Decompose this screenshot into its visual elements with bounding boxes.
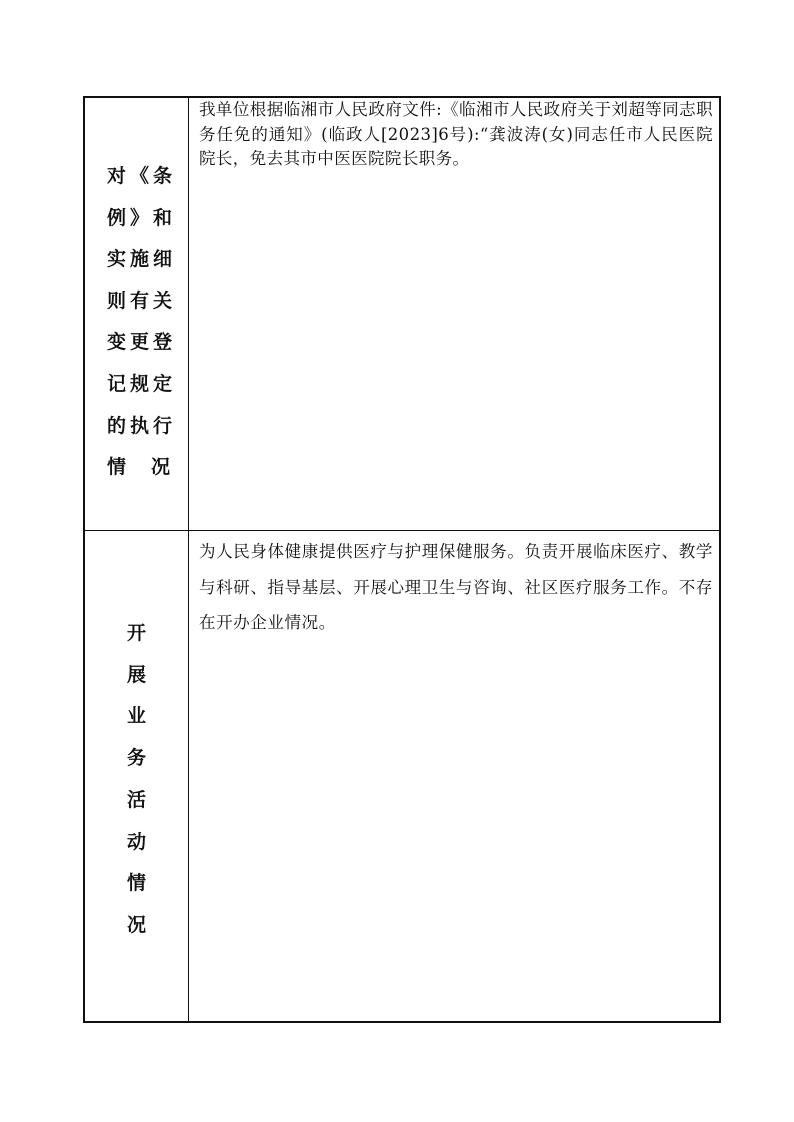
label-char: 展 <box>126 663 146 686</box>
row-label-regulation-compliance <box>85 156 188 489</box>
label-char: 务 <box>126 747 146 770</box>
label-char: 情 <box>126 872 146 895</box>
label-line: 的执行 <box>107 414 177 437</box>
content-cell-regulation-compliance <box>189 98 719 530</box>
label-line: 实施细 <box>107 248 177 271</box>
label-line: 则有关 <box>107 289 177 312</box>
label-line: 对《条 <box>107 165 177 187</box>
content-text-business-activities: 为人民身体健康提供医疗与护理保健服务。负责开展临床医疗、教学与科研、指导基层、开展心理卫生与咨询、社区医疗服务工作。不存在开办企业情况。 <box>199 542 713 632</box>
content-cell-business-activities <box>189 531 719 1021</box>
label-char: 活 <box>126 788 146 811</box>
label-char: 况 <box>151 456 171 479</box>
label-cell-business-activities <box>85 531 189 1021</box>
content-text-regulation-compliance: 我单位根据临湘市人民政府文件:《临湘市人民政府关于刘超等同志职务任免的通知》(临政人[2023]6号):“龚波涛(女)同志任市人民医院院长，免去其市中医医院院长职务。 <box>199 100 713 168</box>
label-line-last <box>85 447 188 489</box>
label-line: 记规定 <box>107 372 177 395</box>
label-cell-regulation-compliance <box>85 98 189 530</box>
label-char: 开 <box>126 622 146 644</box>
label-char: 业 <box>126 705 146 728</box>
label-char: 动 <box>126 830 146 853</box>
registration-form-table <box>83 96 721 1023</box>
label-line: 例》和 <box>107 206 177 229</box>
row-label-business-activities <box>85 613 188 947</box>
row-regulation-compliance <box>85 98 719 531</box>
label-char: 情 <box>107 456 127 479</box>
row-business-activities <box>85 531 719 1021</box>
label-char: 况 <box>126 913 146 936</box>
label-line: 变更登 <box>107 331 177 354</box>
